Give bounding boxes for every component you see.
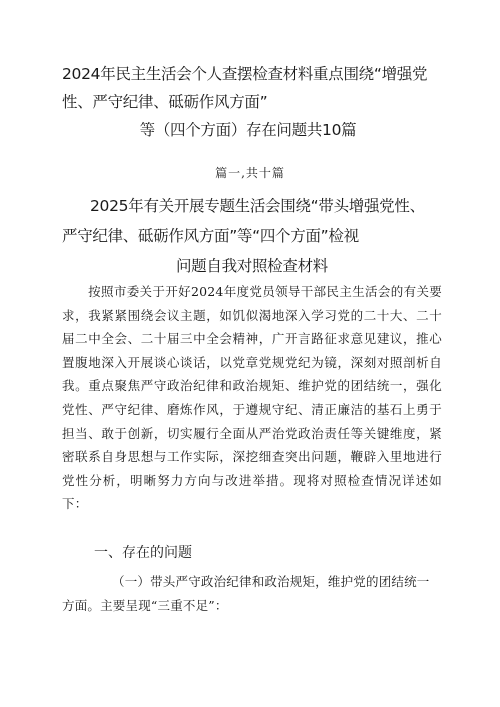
subsection-paragraph bbox=[62, 570, 442, 618]
subsection-paragraph-text: （一）带头严守政治纪律和政治规矩，维护党的团结统一方面。主要呈现“三重不足”： bbox=[62, 574, 430, 613]
subtitle-line2: 严守纪律、砥砺作风方面”等“四个方面”检视 bbox=[62, 227, 359, 245]
document-subtitle bbox=[62, 191, 442, 281]
section-heading: 一、存在的问题 bbox=[94, 545, 192, 561]
body-paragraph bbox=[62, 280, 442, 516]
body-paragraph-text: 按照市委关于开好2024年度党员领导干部民主生活会的有关要求，我紧紧围绕会议主题，如饥似渴地深入学习党的二十大、二十届二中全会、二十届三中全会精神，广开言路征求意见建议，推心置腹地深入开展谈心谈话，以党章党规党纪为镜，深刻对照剖析自我。重点聚焦严守政治纪律和政治规矩、维护党的团结统一，强化党性、严守纪律、磨炼作风，于遵规守纪、清正廉洁的基石上勇于担当、敢于创新，切实履行全面从严治党政治责任等关键维度，紧密联系自身思想与工作实际，深挖细查突出问题，鞭辟入里地进行党性分析，明晰努力方向与改进举措。现将对照检查情况详述如下： bbox=[62, 284, 442, 512]
document-title-line2: 等（四个方面）存在问题共10篇 bbox=[139, 121, 357, 139]
subtitle-line3: 问题自我对照检查材料 bbox=[175, 257, 328, 275]
section-label: 篇一,共十篇 bbox=[215, 166, 285, 180]
document-title-line1: 2024年民主生活会个人查摆检查材料重点围绕“增强党性、严守纪律、砥砺作风方面” bbox=[62, 65, 428, 111]
subtitle-line1: 2025年有关开展专题生活会围绕“带头增强党性、 bbox=[90, 197, 425, 215]
document-title bbox=[62, 60, 442, 144]
